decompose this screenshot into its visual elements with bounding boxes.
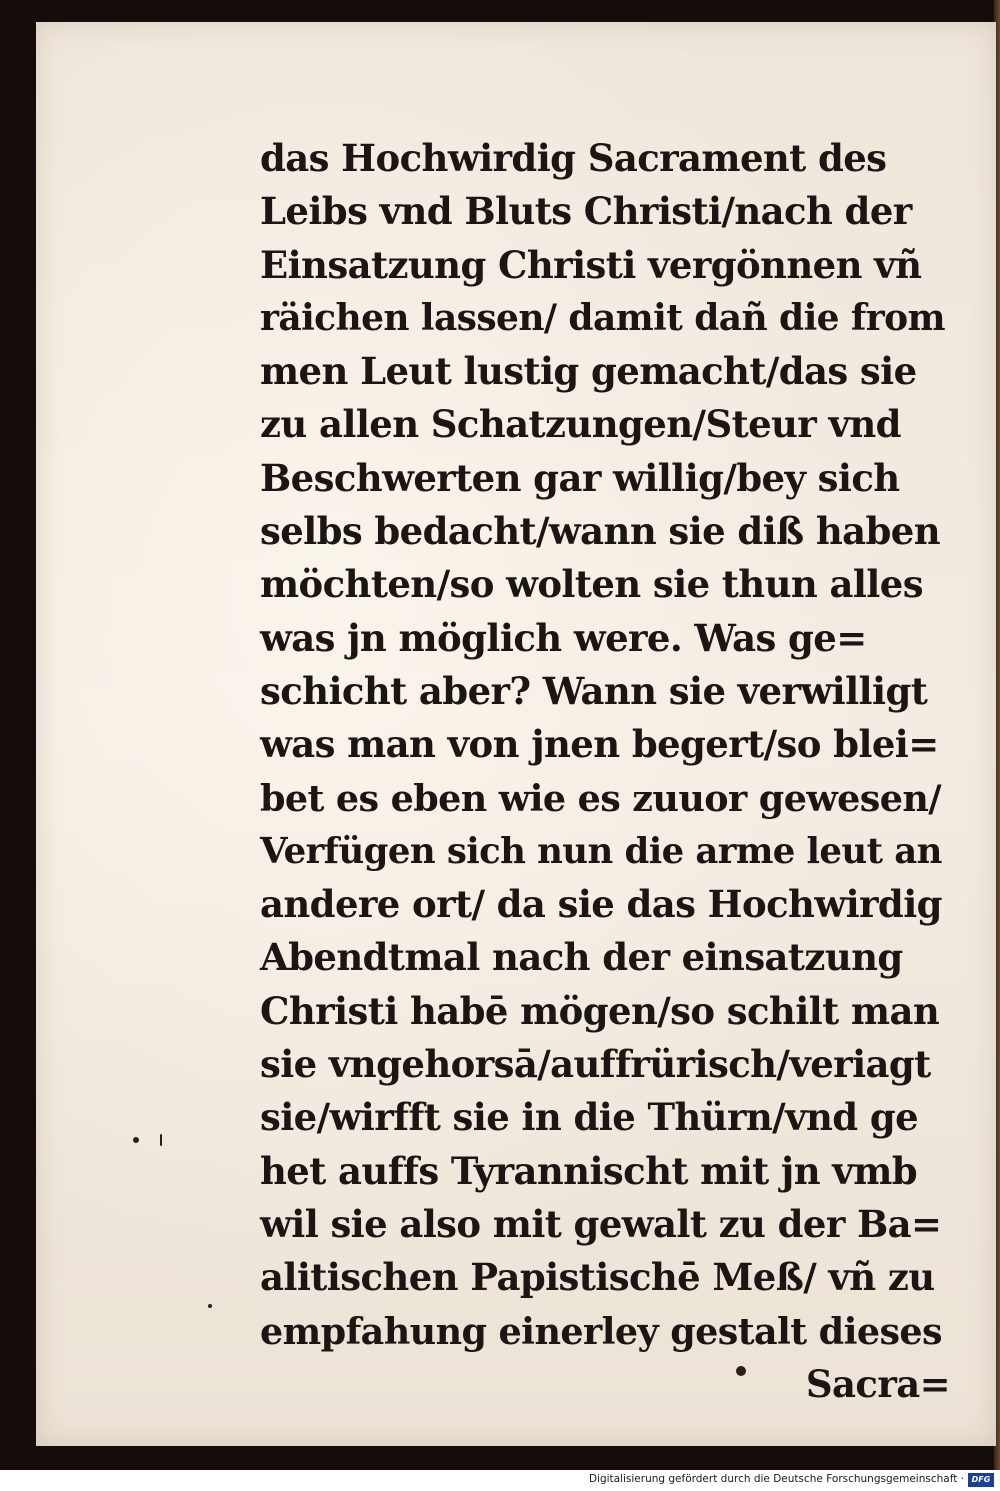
text-line-2: Leibs vnd Bluts Christi/nach der: [260, 189, 912, 234]
text-line-3: Einsatzung Christi vergönnen vñ: [260, 242, 922, 287]
text-line-1: das Hochwirdig Sacrament des: [260, 136, 887, 180]
text-line-15: andere ort/ da sie das Hochwirdig: [260, 882, 942, 927]
catchword: Sacra=: [805, 1361, 950, 1406]
text-line-13: bet es eben wie es zuuor gewesen/: [260, 776, 942, 820]
text-line-19: sie/wirfft sie in die Thürn/vnd ge: [260, 1095, 919, 1140]
digitization-footer: [0, 1470, 1000, 1491]
ink-speck: [736, 1366, 746, 1376]
page-text: [260, 132, 950, 1411]
text-line-12: was man von jnen begert/so blei=: [260, 722, 939, 767]
text-line-11: schicht aber? Wann sie verwilligt: [260, 668, 928, 713]
text-line-18: sie vngehorsā/auffrürisch/veriagt: [260, 1042, 931, 1087]
book-page: [36, 22, 996, 1446]
text-line-22: alitischen Papistischē Meß/ vñ zu: [260, 1255, 935, 1300]
text-line-4: räichen lassen/ damit dañ die from: [260, 296, 946, 339]
text-line-10: was jn möglich were. Was ge=: [260, 615, 867, 660]
text-line-16: Abendtmal nach der einsatzung: [260, 935, 903, 980]
text-line-5: men Leut lustig gemacht/das sie: [260, 349, 917, 394]
ink-speck: [133, 1137, 139, 1143]
text-line-8: selbs bedacht/wann sie diß haben: [260, 509, 941, 554]
text-line-6: zu allen Schatzungen/Steur vnd: [260, 402, 901, 447]
dfg-logo-icon: DFG: [968, 1473, 994, 1487]
text-line-23: empfahung einerley gestalt dieses: [260, 1309, 943, 1353]
text-line-7: Beschwerten gar willig/bey sich: [260, 455, 900, 500]
text-line-14: Verfügen sich nun die arme leut an: [260, 830, 942, 872]
text-line-20: het auffs Tyrannischt mit jn vmb: [260, 1148, 918, 1193]
ink-speck: [208, 1304, 212, 1308]
funding-notice: Digitalisierung gefördert durch die Deutsche Forschungsgemeinschaft ·: [588, 1473, 964, 1485]
text-line-17: Christi habē mögen/so schilt man: [260, 988, 940, 1033]
text-line-9: möchten/so wolten sie thun alles: [260, 562, 923, 607]
ink-speck: [160, 1134, 162, 1146]
text-line-21: wil sie also mit gewalt zu der Ba=: [260, 1201, 942, 1246]
